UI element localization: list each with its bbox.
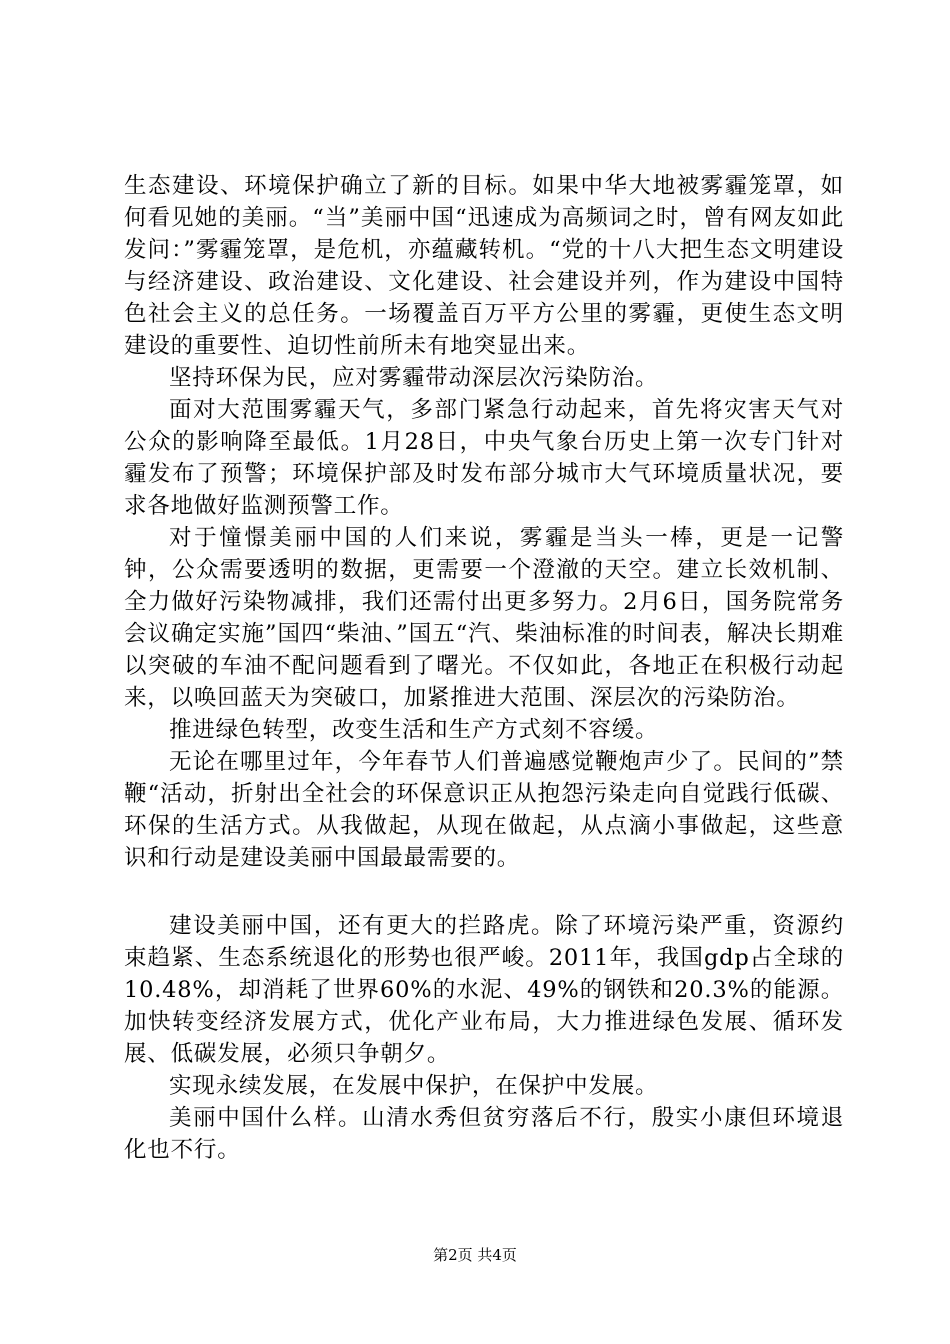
paragraph-8: 实现永续发展，在发展中保护，在保护中发展。	[169, 1073, 659, 1099]
paragraph-2: 坚持环保为民，应对雾霾带动深层次污染防治。	[169, 365, 659, 391]
paragraph-7: 建设美丽中国，还有更大的拦路虎。除了环境污染严重，资源约束趋紧、生态系统退化的形势也很严峻。2011年，我国gdp占全球的10.48%，却消耗了世界60%的水泥、49%的钢铁和20.3%的能源。加快转变经济发展方式，优化产业布局，大力推进绿色发展、循环发展、低碳发展，必须只争朝夕。	[124, 913, 844, 1067]
document-body	[124, 170, 844, 1166]
paragraph-1: 生态建设、环境保护确立了新的目标。如果中华大地被雾霾笼罩，如何看见她的美丽。“当”美丽中国“迅速成为高频词之时，曾有网友如此发问：”雾霾笼罩，是危机，亦蕴藏转机。“党的十八大把生态文明建设与经济建设、政治建设、文化建设、社会建设并列，作为建设中国特色社会主义的总任务。一场覆盖百万平方公里的雾霾，更使生态文明建设的重要性、迫切性前所未有地突显出来。	[124, 173, 844, 359]
paragraph-9: 美丽中国什么样。山清水秀但贫穷落后不行，殷实小康但环境退化也不行。	[124, 1105, 844, 1163]
paragraph-5: 推进绿色转型，改变生活和生产方式刻不容缓。	[169, 717, 659, 743]
paragraph-gap	[124, 874, 844, 910]
paragraph-4: 对于憧憬美丽中国的人们来说，雾霾是当头一棒，更是一记警钟，公众需要透明的数据，更需要一个澄澈的天空。建立长效机制、全力做好污染物减排，我们还需付出更多努力。2月6日，国务院常务会议确定实施”国四“柴油、”国五“汽、柴油标准的时间表，解决长期难以突破的车油不配问题看到了曙光。不仅如此，各地正在积极行动起来，以唤回蓝天为突破口，加紧推进大范围、深层次的污染防治。	[124, 525, 844, 711]
paragraph-6: 无论在哪里过年，今年春节人们普遍感觉鞭炮声少了。民间的”禁鞭“活动，折射出全社会的环保意识正从抱怨污染走向自觉践行低碳、环保的生活方式。从我做起，从现在做起，从点滴小事做起，这些意识和行动是建设美丽中国最最需要的。	[124, 749, 844, 871]
paragraph-3: 面对大范围雾霾天气，多部门紧急行动起来，首先将灾害天气对公众的影响降至最低。1月28日，中央气象台历史上第一次专门针对霾发布了预警；环境保护部及时发布部分城市大气环境质量状况，要求各地做好监测预警工作。	[124, 397, 844, 519]
page-footer: 第2页 共4页	[433, 1246, 517, 1264]
